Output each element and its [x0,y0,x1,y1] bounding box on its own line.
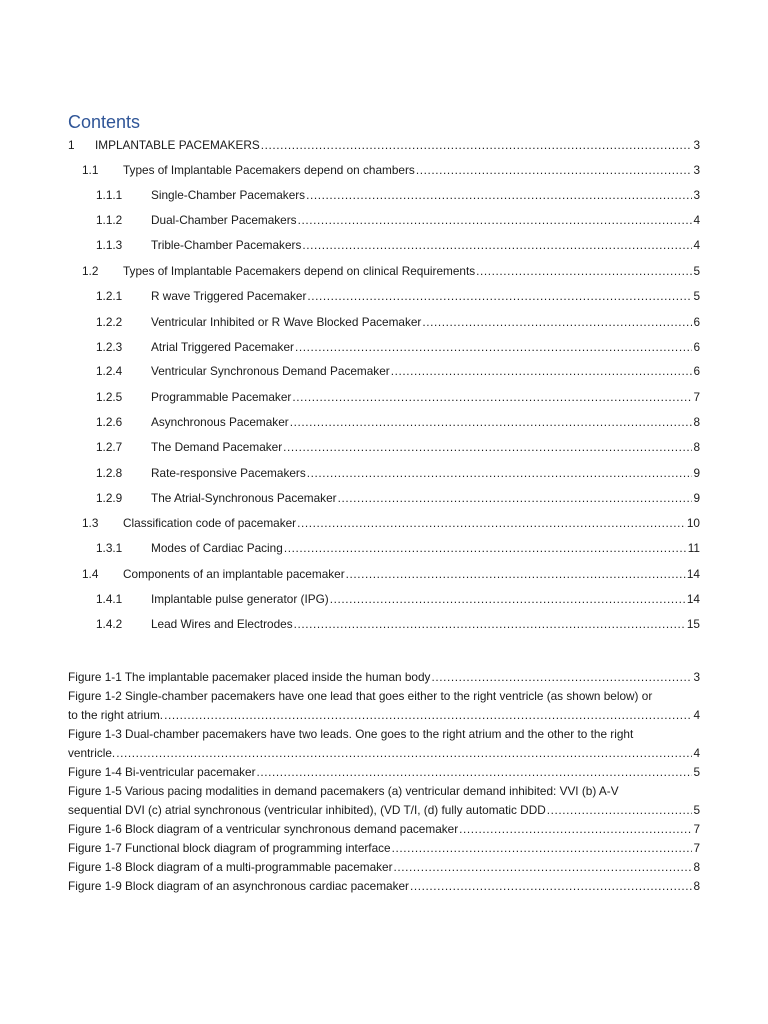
toc-title: Atrial Triggered Pacemaker [151,340,294,354]
toc-title: The Atrial-Synchronous Pacemaker [151,491,337,505]
dot-leader [476,263,692,279]
toc-entry[interactable] [96,288,700,304]
toc-entry[interactable] [96,339,700,355]
toc-entry[interactable] [96,363,700,379]
toc-number: 1.2.9 [96,491,123,505]
figure-caption: Figure 1-4 Bi-ventricular pacemaker [68,765,256,779]
dot-leader [298,212,693,228]
toc-entry[interactable] [96,414,700,430]
figure-entry[interactable] [68,668,700,687]
dot-leader [295,339,693,355]
toc-page-number: 15 [686,617,700,631]
dot-leader [294,616,686,632]
dot-leader [257,763,693,782]
toc-number: 1.3 [82,516,99,530]
toc-page-number: 10 [686,516,700,530]
dot-leader [297,515,686,531]
dot-leader [346,566,686,582]
figure-page-number: 7 [693,841,700,855]
dot-leader [116,744,692,763]
figure-caption: Figure 1-9 Block diagram of an asynchronous cardiac pacemaker [68,879,409,893]
toc-entry[interactable] [82,566,700,582]
dot-leader [422,314,692,330]
figure-entry[interactable] [68,820,700,839]
toc-title: Programmable Pacemaker [151,390,292,404]
dot-leader [547,801,693,820]
toc-page-number: 11 [687,541,700,555]
figure-caption: Figure 1-6 Block diagram of a ventricular synchronous demand pacemaker [68,822,459,836]
toc-title: Implantable pulse generator (IPG) [151,592,329,606]
toc-number: 1.4.1 [96,592,123,606]
toc-title: Ventricular Inhibited or R Wave Blocked Pacemaker [151,315,422,329]
dot-leader [164,706,692,725]
figure-caption-line: sequential DVI (c) atrial synchronous (ventricular inhibited), (VD T/I, (d) fully automatic DDD [68,803,546,817]
dot-leader [431,668,692,687]
figure-entry[interactable] [68,687,700,725]
toc-entry[interactable] [96,237,700,253]
toc-entry[interactable] [82,263,700,279]
toc-number: 1.1.3 [96,238,123,252]
toc-entry[interactable] [96,490,700,506]
toc-page-number: 3 [693,138,700,152]
toc-number: 1.1 [82,163,99,177]
toc-number: 1.2.3 [96,340,123,354]
figure-page-number: 7 [693,822,700,836]
toc-entry[interactable] [96,540,700,556]
toc-number: 1 [68,138,75,152]
figure-caption-line: Figure 1-5 Various pacing modalities in demand pacemakers (a) ventricular demand inhibited: VVI (b) A-V [68,784,619,798]
toc-number: 1.2.2 [96,315,123,329]
toc-entry[interactable] [96,389,700,405]
dot-leader [416,162,693,178]
dot-leader [283,439,692,455]
toc-entry[interactable] [82,515,700,531]
toc-entry[interactable] [96,187,700,203]
toc-page-number: 8 [693,440,700,454]
toc-page-number: 7 [693,390,700,404]
toc-page-number: 9 [693,491,700,505]
toc-number: 1.2.1 [96,289,123,303]
dot-leader [330,591,686,607]
figure-page-number: 8 [693,860,700,874]
figure-entry[interactable] [68,877,700,896]
toc-page-number: 9 [693,466,700,480]
toc-number: 1.1.1 [96,188,123,202]
toc-number: 1.3.1 [96,541,123,555]
toc-page-number: 4 [693,213,700,227]
toc-page-number: 5 [693,264,700,278]
toc-number: 1.2 [82,264,99,278]
toc-page-number: 6 [693,315,700,329]
toc-entry[interactable] [96,465,700,481]
toc-page-number: 3 [693,188,700,202]
figure-caption-line: Figure 1-3 Dual-chamber pacemakers have two leads. One goes to the right atrium and the other to the right [68,727,634,741]
toc-page-number: 6 [693,340,700,354]
toc-entry[interactable] [82,162,700,178]
figure-caption-line: Figure 1-2 Single-chamber pacemakers have one lead that goes either to the right ventricle (as shown below) or [68,689,653,703]
toc-number: 1.2.8 [96,466,123,480]
dot-leader [391,363,693,379]
figure-entry[interactable] [68,839,700,858]
dot-leader [302,237,692,253]
figure-caption-line: to the right atrium. [68,708,164,722]
dot-leader [459,820,692,839]
figure-page-number: 8 [693,879,700,893]
toc-title: Dual-Chamber Pacemakers [151,213,297,227]
toc-entry[interactable] [96,591,700,607]
toc-title: IMPLANTABLE PACEMAKERS [95,138,260,152]
toc-number: 1.2.5 [96,390,123,404]
toc-page-number: 4 [693,238,700,252]
figure-entry[interactable] [68,858,700,877]
figure-list [68,668,700,896]
figure-entry[interactable] [68,763,700,782]
toc-entry[interactable] [96,212,700,228]
figure-page-number: 3 [693,670,700,684]
figure-caption: Figure 1-8 Block diagram of a multi-programmable pacemaker [68,860,393,874]
dot-leader [394,858,693,877]
toc-title: Rate-responsive Pacemakers [151,466,306,480]
toc-page-number: 14 [686,592,700,606]
contents-heading: Contents [68,112,141,132]
toc-page-number: 5 [693,289,700,303]
dot-leader [261,137,693,153]
toc-number: 1.4.2 [96,617,123,631]
dot-leader [290,414,693,430]
dot-leader [306,187,692,203]
toc-title: Lead Wires and Electrodes [151,617,293,631]
figure-entry[interactable] [68,725,700,763]
toc-page-number: 3 [693,163,700,177]
toc-number: 1.2.4 [96,364,123,378]
dot-leader [307,465,693,481]
dot-leader [284,540,687,556]
figure-page-number: 5 [693,765,700,779]
toc-number: 1.2.6 [96,415,123,429]
dot-leader [307,288,692,304]
figure-page-number: 4 [693,746,700,760]
figure-page-number: 4 [693,708,700,722]
toc-title: Types of Implantable Pacemakers depend on chambers [123,163,415,177]
toc-title: Single-Chamber Pacemakers [151,188,306,202]
toc-entry[interactable] [96,439,700,455]
toc-title: Classification code of pacemaker [123,516,297,530]
figure-caption-line: ventricle. [68,746,116,760]
toc-title: Asynchronous Pacemaker [151,415,289,429]
figure-entry[interactable] [68,782,700,820]
figure-caption: Figure 1-1 The implantable pacemaker placed inside the human body [68,670,431,684]
toc-title: Components of an implantable pacemaker [123,567,345,581]
toc-entry[interactable] [68,137,700,153]
toc-page-number: 14 [686,567,700,581]
toc-entry[interactable] [96,314,700,330]
dot-leader [410,877,692,896]
dot-leader [338,490,693,506]
toc-number: 1.4 [82,567,99,581]
figure-page-number: 5 [693,803,700,817]
toc-title: Ventricular Synchronous Demand Pacemaker [151,364,390,378]
toc-title: Trible-Chamber Pacemakers [151,238,302,252]
figure-caption: Figure 1-7 Functional block diagram of programming interface [68,841,391,855]
toc-page-number: 6 [693,364,700,378]
toc-entry[interactable] [96,616,700,632]
toc-title: The Demand Pacemaker [151,440,283,454]
toc-number: 1.2.7 [96,440,123,454]
toc-title: Modes of Cardiac Pacing [151,541,283,555]
toc-title: Types of Implantable Pacemakers depend on clinical Requirements [123,264,476,278]
dot-leader [392,839,693,858]
toc-page-number: 8 [693,415,700,429]
toc-title: R wave Triggered Pacemaker [151,289,307,303]
toc-number: 1.1.2 [96,213,123,227]
dot-leader [292,389,692,405]
